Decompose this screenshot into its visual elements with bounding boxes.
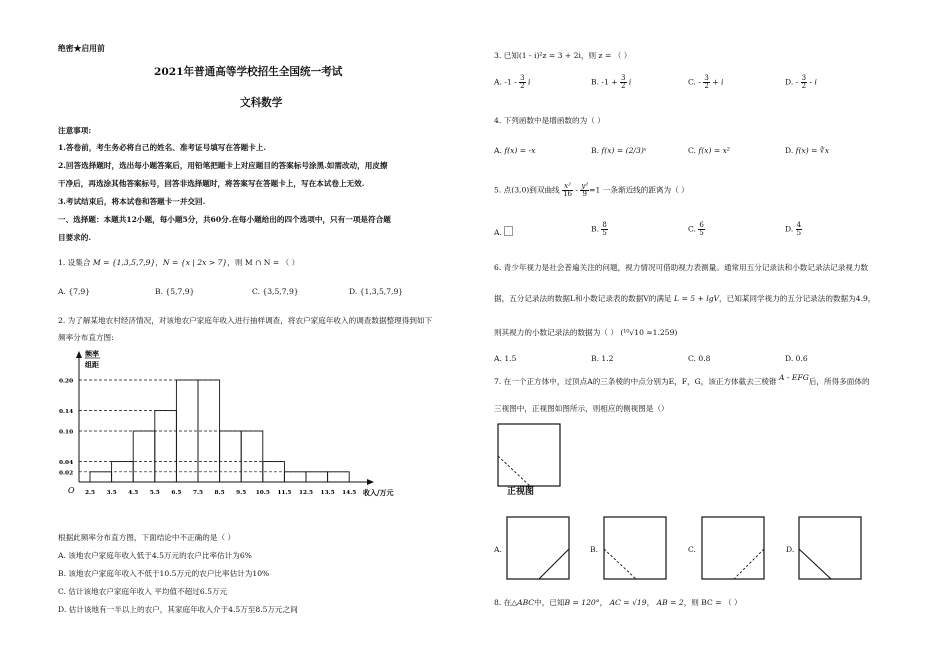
exam-subject: 文科数学	[240, 97, 283, 109]
q7-option-c-label: C.	[688, 545, 696, 554]
note-1: 1.答卷前，考生务必将自己的姓名、准考证号填写在答题卡上.	[58, 143, 267, 152]
chart-x-tick-label: 13.5	[320, 490, 335, 496]
histogram-bar	[133, 431, 155, 482]
q7-option-b-label: B.	[590, 545, 598, 554]
section1-line1: 一、选择题：本题共12小题，每小题5分，共60分.在每小题给出的四个选项中，只有一项是符合题	[58, 215, 391, 224]
section1-line2: 目要求的.	[58, 233, 92, 242]
q6-option-d[interactable]: D. 0.6	[785, 354, 808, 363]
q7-option-b[interactable]	[600, 513, 670, 583]
front-view-dashed-edge	[498, 456, 530, 486]
note-3: 3.考试结束后，将本试卷和答题卡一并交回.	[58, 197, 206, 206]
histogram-chart	[55, 342, 395, 502]
option-d-square	[799, 517, 861, 579]
q2-option-b[interactable]: B. 该地农户家庭年收入不低于10.5万元的农户比率估计为10%	[58, 569, 270, 578]
q6-option-b[interactable]: B. 1.2	[591, 354, 614, 363]
q7-option-a-label: A.	[494, 545, 502, 554]
q2-stem-1: 2. 为了解某地农村经济情况，对该地农户家庭年收入进行抽样调查，将农户家庭年收入的调查数据整理得到如下	[58, 316, 433, 325]
y-axis-arrow-icon	[76, 351, 82, 358]
q1-option-b[interactable]: B. {5,7,9}	[155, 287, 195, 296]
histogram-bar	[328, 472, 350, 482]
chart-x-tick-label: 5.5	[149, 490, 160, 496]
chart-x-tick-label: 10.5	[255, 490, 270, 496]
option-c-dashed-edge	[734, 549, 764, 579]
broken-image-icon	[504, 226, 513, 236]
q1-option-d[interactable]: D. {1,3,5,7,9}	[349, 287, 404, 296]
chart-x-tick-label: 12.5	[298, 490, 314, 496]
front-view-figure	[494, 420, 564, 490]
q6-line-3: 则其视力的小数记录法的数据为（ ） (¹⁰√10 ≈1.259)	[494, 328, 678, 337]
q3-option-a[interactable]: A. -1 - $\frac{3}{2}$ i	[494, 74, 531, 90]
chart-ylabel-top: 频率	[85, 349, 99, 358]
chart-y-tick-label: 0.02	[59, 470, 74, 477]
front-view-square	[498, 424, 560, 486]
chart-y-tick-label: 0.20	[59, 378, 74, 385]
chart-x-tick-label: 4.5	[128, 490, 139, 496]
notes-heading: 注意事项:	[58, 126, 92, 135]
note-2b: 干净后，再选涂其他答案标号，回答非选择题时，将答案写在答题卡上，写在本试卷上无效.	[58, 179, 365, 188]
chart-x-tick-label: 8.5	[214, 490, 225, 496]
chart-x-tick-label: 3.5	[106, 490, 117, 496]
chart-x-tick-label: 2.5	[84, 490, 96, 496]
q1-option-a[interactable]: A. {7,9}	[58, 287, 91, 296]
q8-stem: 8. 在△ABC中，已知B = 120°， AC = √19， AB = 2，则 BC = （ ）	[494, 598, 742, 607]
q6-line-1: 6. 青少年视力是社会普遍关注的问题，视力情况可借助视力表测量。通常用五分记录法和小数记录法记录视力数	[494, 263, 869, 272]
chart-y-tick-label: 0.14	[59, 409, 74, 416]
q5-option-a[interactable]: A.	[494, 226, 513, 237]
chart-y-tick-label: 0.04	[59, 460, 74, 467]
histogram-bar	[241, 431, 263, 482]
option-b-square	[604, 517, 666, 579]
x-axis-arrow-icon	[367, 479, 374, 485]
exam-title: 2021年普通高等学校招生全国统一考试	[154, 66, 343, 78]
q1-option-c[interactable]: C. {3,5,7,9}	[252, 287, 299, 296]
option-a-solid-edge	[539, 549, 569, 579]
chart-x-tick-label: 11.5	[277, 490, 292, 496]
option-d-solid-edge	[799, 549, 831, 579]
chart-x-tick-label: 14.5	[342, 490, 357, 496]
q3-stem: 3. 已知(1 - i)²z = 3 + 2i，则 z = （ ）	[494, 51, 632, 60]
q1-stem: 1. 设集合 M = {1,3,5,7,9}，N = {x | 2x > 7}，则 M ∩ N = （ ）	[58, 258, 300, 267]
secret-label: 绝密★启用前	[58, 44, 105, 53]
q2-option-c[interactable]: C. 估计该地农户家庭年收入 平均值不超过6.5万元	[58, 587, 228, 596]
q7-line-1: 7. 在一个正方体中，过顶点A的三条棱的中点分别为E，F，G，该正方体截去三棱锥 A - EFG后，所得多面体的	[494, 373, 870, 386]
front-view-label: 正视图	[507, 487, 535, 497]
q4-option-d[interactable]: D. f(x) = ∛x	[785, 146, 829, 155]
q7-line-2: 三视图中，正视图如图所示，则相应的侧视图是（）	[494, 404, 669, 413]
option-c-square	[702, 517, 764, 579]
chart-origin: O	[68, 486, 75, 495]
q7-option-a[interactable]	[503, 513, 573, 583]
q1-suffix: ，则 M ∩ N = （ ）	[227, 258, 300, 267]
q6-line-2: 据，五分记录法的数据L和小数记录表的数据V的满足 L = 5 + lgV，已知某同学视力的五分记录法的数据为4.9，	[494, 294, 876, 303]
histogram-bar	[90, 472, 112, 482]
q6-option-a[interactable]: A. 1.5	[494, 354, 517, 363]
q2-option-a[interactable]: A. 该地农户家庭年收入低于4.5万元的农户比率估计为6%	[58, 551, 252, 560]
q7-option-c[interactable]	[698, 513, 768, 583]
q4-option-a[interactable]: A. f(x) = -x	[494, 146, 536, 155]
histogram-bar	[155, 411, 177, 482]
q3-option-d[interactable]: D. - $\frac{3}{2}$ - i	[785, 74, 817, 90]
q1-N: N = {x | 2x > 7}	[162, 258, 228, 267]
q4-stem: 4. 下列函数中是增函数的为（ ）	[494, 116, 605, 125]
q6-option-c[interactable]: C. 0.8	[688, 354, 711, 363]
q1-prefix: 1. 设集合	[58, 258, 91, 267]
q2-stem-2: 频率分布直方图:	[58, 333, 114, 342]
q4-option-b[interactable]: B. f(x) = (2/3)ˣ	[591, 146, 647, 155]
q3-option-c[interactable]: C. - $\frac{3}{2}$ + i	[688, 74, 724, 90]
q7-option-d-label: D.	[786, 545, 795, 554]
chart-x-tick-label: 7.5	[192, 490, 204, 496]
option-b-dashed-edge	[604, 549, 636, 579]
histogram-bar	[306, 472, 328, 482]
chart-x-tick-label: 9.5	[236, 490, 247, 496]
q7-option-d[interactable]	[795, 513, 865, 583]
q5-option-d[interactable]: D. $\frac{4}{5}$	[785, 221, 802, 237]
q3-option-b[interactable]: B. -1 + $\frac{3}{2}$ i	[591, 74, 632, 90]
option-a-square	[507, 517, 569, 579]
q1-M: M = {1,3,5,7,9}	[92, 258, 156, 267]
q5-option-b[interactable]: B. $\frac{8}{5}$	[591, 221, 607, 237]
q5-option-c[interactable]: C. $\frac{6}{5}$	[688, 221, 704, 237]
q5-stem: 5. 点(3,0)到双曲线 $\frac{\text{x²}}{16}$ - $\frac{\text{y²}}{9}$ =1 一条渐近线的距离为（ ）	[494, 182, 689, 198]
histogram-bar	[284, 472, 306, 482]
chart-ylabel-bottom: 组距	[85, 360, 99, 369]
chart-y-tick-label: 0.10	[59, 429, 74, 436]
q2-option-d[interactable]: D. 估计该地有一半以上的农户，其家庭年收入介于4.5万至8.5万元之间	[58, 605, 298, 614]
chart-xlabel: 收入/万元	[363, 488, 394, 497]
q4-option-c[interactable]: C. f(x) = x²	[688, 146, 730, 155]
chart-x-tick-label: 6.5	[171, 490, 182, 496]
histogram-bar	[220, 431, 242, 482]
note-2a: 2.回答选择题时，选出每小题答案后，用铅笔把题卡上对应题目的答案标号涂黑.如需改动，用皮擦	[58, 161, 388, 170]
q2-question: 根据此频率分布直方图，下面结论中不正确的是（ ）	[58, 533, 236, 542]
